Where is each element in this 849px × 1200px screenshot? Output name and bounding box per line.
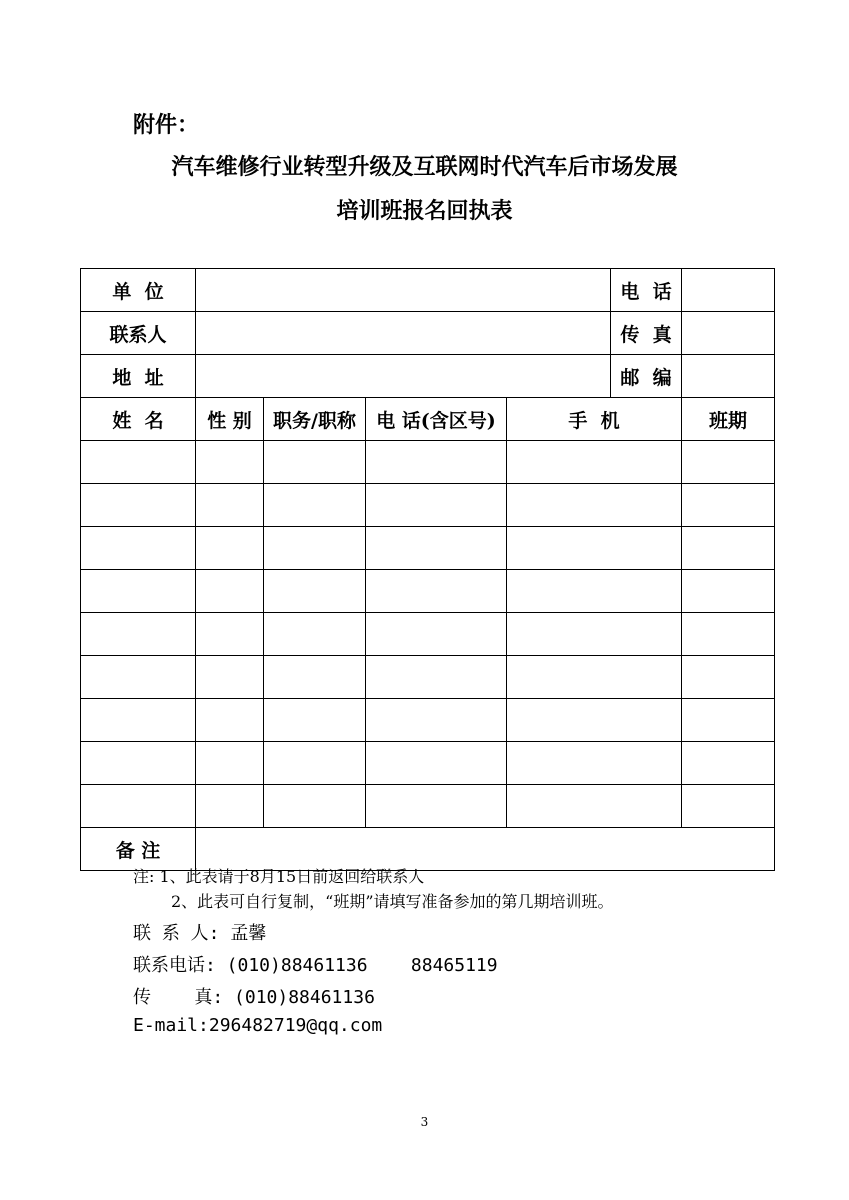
mobile-cell[interactable] [507,484,682,527]
contact-label: 联系人 [81,312,196,355]
name-cell[interactable] [81,527,196,570]
table-row [81,613,775,656]
gender-cell[interactable] [196,699,264,742]
name-cell[interactable] [81,656,196,699]
address-label: 地 址 [81,355,196,398]
postcode-label: 邮 编 [611,355,682,398]
column-header-name: 姓 名 [81,398,196,441]
unit-label: 单 位 [81,269,196,312]
table-row [81,742,775,785]
position-cell[interactable] [264,527,366,570]
session-cell[interactable] [682,742,775,785]
position-cell[interactable] [264,613,366,656]
gender-cell[interactable] [196,441,264,484]
mobile-cell[interactable] [507,441,682,484]
position-cell[interactable] [264,785,366,828]
name-cell[interactable] [81,613,196,656]
mobile-cell[interactable] [507,785,682,828]
name-cell[interactable] [81,570,196,613]
name-cell[interactable] [81,742,196,785]
position-cell[interactable] [264,699,366,742]
table-row [81,570,775,613]
contact-person: 联 系 人: 孟馨 [133,923,267,944]
gender-cell[interactable] [196,570,264,613]
mobile-cell[interactable] [507,699,682,742]
session-cell[interactable] [682,613,775,656]
name-cell[interactable] [81,699,196,742]
session-cell[interactable] [682,656,775,699]
column-header-session: 班期 [682,398,775,441]
form-row-address [81,355,775,398]
fax-label: 传 真 [611,312,682,355]
session-cell[interactable] [682,527,775,570]
position-cell[interactable] [264,570,366,613]
column-header-phone: 电 话(含区号) [366,398,507,441]
form-row-contact [81,312,775,355]
position-cell[interactable] [264,742,366,785]
document-title: 汽车维修行业转型升级及互联网时代汽车后市场发展 [171,154,678,180]
mobile-cell[interactable] [507,742,682,785]
position-cell[interactable] [264,656,366,699]
name-cell[interactable] [81,441,196,484]
phone-cell[interactable] [366,613,507,656]
phone-cell[interactable] [366,570,507,613]
position-cell[interactable] [264,441,366,484]
contact-fax: 传 真: (010)88461136 [133,987,375,1008]
remarks-label: 备 注 [81,828,196,871]
position-cell[interactable] [264,484,366,527]
gender-cell[interactable] [196,484,264,527]
column-header-position: 职务/职称 [264,398,366,441]
phone-cell[interactable] [366,484,507,527]
phone-cell[interactable] [366,656,507,699]
phone-cell[interactable] [366,441,507,484]
note-line-1: 注: 1、此表请于8月15日前返回给联系人 [133,867,425,886]
gender-cell[interactable] [196,527,264,570]
table-row [81,699,775,742]
note-line-2: 2、此表可自行复制，“班期”请填写准备参加的第几期培训班。 [171,892,614,911]
session-cell[interactable] [682,441,775,484]
phone-cell[interactable] [366,785,507,828]
mobile-cell[interactable] [507,570,682,613]
document-subtitle: 培训班报名回执表 [336,198,513,224]
phone-label: 电 话 [611,269,682,312]
column-header-gender: 性 别 [196,398,264,441]
phone-field[interactable] [682,269,775,312]
session-cell[interactable] [682,484,775,527]
address-field[interactable] [196,355,611,398]
gender-cell[interactable] [196,742,264,785]
page-number: 3 [420,1115,429,1129]
session-cell[interactable] [682,699,775,742]
mobile-cell[interactable] [507,613,682,656]
gender-cell[interactable] [196,785,264,828]
name-cell[interactable] [81,484,196,527]
table-row [81,656,775,699]
column-header-row [81,398,775,441]
table-row [81,441,775,484]
session-cell[interactable] [682,785,775,828]
table-row [81,484,775,527]
registration-form-table [80,268,775,871]
phone-cell[interactable] [366,699,507,742]
fax-field[interactable] [682,312,775,355]
contact-phone: 联系电话: (010)88461136 88465119 [133,955,498,976]
session-cell[interactable] [682,570,775,613]
contact-field[interactable] [196,312,611,355]
name-cell[interactable] [81,785,196,828]
gender-cell[interactable] [196,613,264,656]
phone-cell[interactable] [366,527,507,570]
table-row [81,527,775,570]
column-header-mobile: 手 机 [507,398,682,441]
mobile-cell[interactable] [507,527,682,570]
form-row-unit [81,269,775,312]
phone-cell[interactable] [366,742,507,785]
attachment-label: 附件： [133,112,200,138]
contact-email[interactable]: E-mail:296482719@qq.com [133,1015,383,1036]
gender-cell[interactable] [196,656,264,699]
postcode-field[interactable] [682,355,775,398]
table-row [81,785,775,828]
unit-field[interactable] [196,269,611,312]
mobile-cell[interactable] [507,656,682,699]
